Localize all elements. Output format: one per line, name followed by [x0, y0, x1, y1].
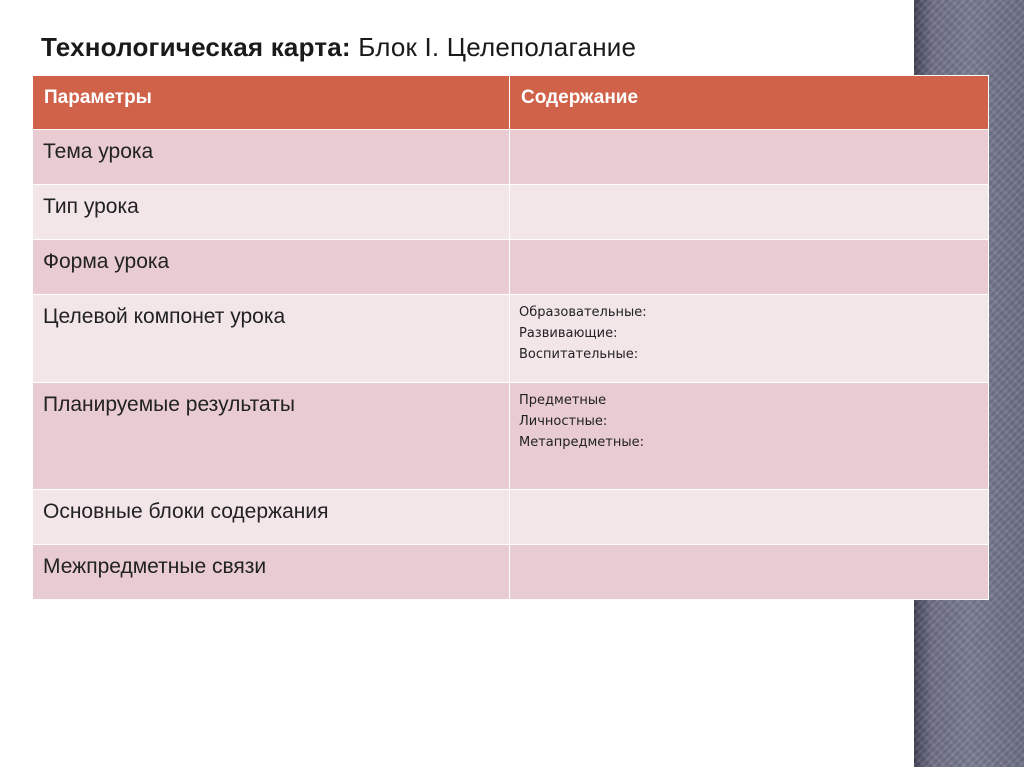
slide-title-normal: Блок I. Целеполагание [358, 32, 637, 62]
table-row [33, 295, 989, 383]
table-row [33, 545, 989, 600]
row-param-content-blocks: Основные блоки содержания [33, 490, 510, 545]
table-row [33, 383, 989, 490]
row-content-lesson-form [510, 240, 989, 295]
row-content-target-component [510, 295, 989, 383]
slide-title [41, 32, 636, 63]
row-param-lesson-form: Форма урока [33, 240, 510, 295]
content-line-personal: Личностные: [519, 414, 608, 429]
content-line-educational: Образовательные: [519, 305, 647, 320]
table-row [33, 490, 989, 545]
content-line-subject: Предметные [519, 393, 607, 408]
table-row [33, 240, 989, 295]
row-param-planned-results: Планируемые результаты [33, 383, 510, 490]
header-params: Параметры [33, 76, 510, 130]
table-header-row [33, 76, 989, 130]
slide-title-bold: Технологическая карта: [41, 32, 351, 62]
content-line-developing: Развивающие: [519, 326, 618, 341]
row-param-target-component: Целевой компонет урока [33, 295, 510, 383]
table-row [33, 130, 989, 185]
technology-map-table [32, 75, 989, 600]
row-param-lesson-topic: Тема урока [33, 130, 510, 185]
row-param-lesson-type: Тип урока [33, 185, 510, 240]
row-param-interdisciplinary: Межпредметные связи [33, 545, 510, 600]
row-content-lesson-type [510, 185, 989, 240]
content-line-upbringing: Воспитательные: [519, 347, 639, 362]
content-line-metasubject: Метапредметные: [519, 435, 645, 450]
row-content-content-blocks [510, 490, 989, 545]
header-content: Содержание [510, 76, 989, 130]
row-content-planned-results [510, 383, 989, 490]
table-row [33, 185, 989, 240]
row-content-lesson-topic [510, 130, 989, 185]
row-content-interdisciplinary [510, 545, 989, 600]
